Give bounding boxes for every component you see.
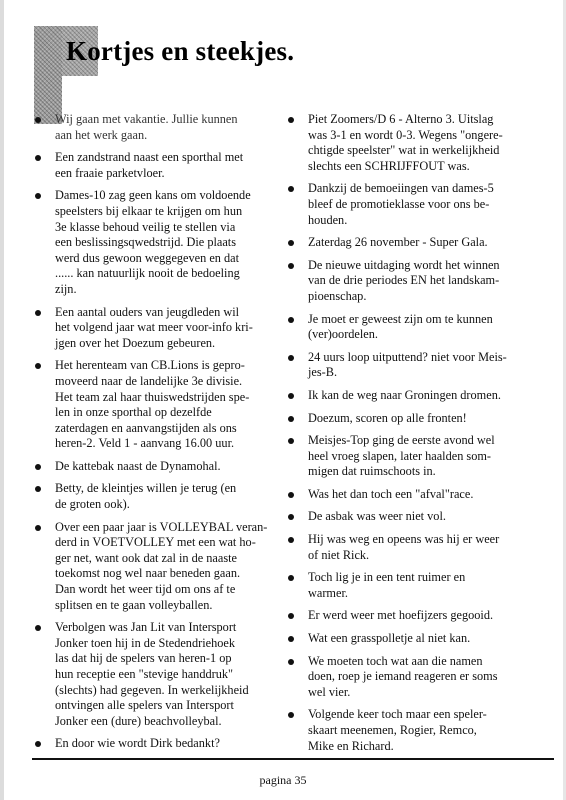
item-text: En door wie wordt Dirk bedankt? xyxy=(55,736,220,751)
item-text: We moeten toch wat aan die namen doen, roep je iemand reageren er soms wel vier. xyxy=(308,653,498,699)
item-text: De nieuwe uitdaging wordt het winnen van de drie periodes EN het landskam- pioenschap. xyxy=(308,257,500,303)
bullet-icon xyxy=(288,416,294,422)
bullet-icon xyxy=(288,240,294,246)
bullet-icon xyxy=(288,659,294,665)
list-item xyxy=(287,181,543,228)
left-column xyxy=(34,112,282,759)
item-text: Een zandstrand naast een sporthal met een fraaie parketvloer. xyxy=(55,150,244,180)
item-text: Over een paar jaar is VOLLEYBAL veran- derd in VOETVOLLEY met een wat ho- ger net, want ook dat zal in de naaste toekomst nog wel naar beneden gaan. Dan wordt het weer tijd om ons af te splitsen en te gaan volleyballen. xyxy=(55,519,268,612)
list-item xyxy=(34,188,282,297)
item-text: Hij was weg en opeens was hij er weer of niet Rick. xyxy=(308,532,500,562)
list-item xyxy=(287,608,543,624)
item-text: Dankzij de bemoeiingen van dames-5 bleef de promotieklasse voor ons be- houden. xyxy=(308,181,494,227)
list-item xyxy=(34,481,282,512)
bullet-icon xyxy=(288,514,294,520)
list-item xyxy=(287,532,543,563)
scan-edge-left xyxy=(0,0,4,800)
list-item xyxy=(287,235,543,251)
item-text: Betty, de kleintjes willen je terug (en de groten ook). xyxy=(55,481,237,512)
list-item xyxy=(287,350,543,381)
list-item xyxy=(287,433,543,480)
bullet-icon xyxy=(35,193,41,199)
bullet-icon xyxy=(288,575,294,581)
bullet-icon xyxy=(288,537,294,543)
list-item xyxy=(287,388,543,404)
item-text: Toch lig je in een tent ruimer en warmer. xyxy=(308,570,466,600)
list-item xyxy=(34,459,282,475)
bullet-icon xyxy=(35,741,41,747)
bullet-icon xyxy=(35,117,41,123)
list-item xyxy=(287,570,543,601)
list-item xyxy=(287,487,543,503)
list-item xyxy=(34,358,282,452)
bullet-icon xyxy=(288,712,294,718)
bullet-icon xyxy=(288,317,294,323)
list-item xyxy=(287,707,543,754)
footer-divider xyxy=(32,758,554,760)
bullet-icon xyxy=(35,155,41,161)
item-text: Was het dan toch een "afval"race. xyxy=(308,486,474,501)
item-text: Meisjes-Top ging de eerste avond wel heel vroeg slapen, later haalden som- migen dat ruimschoots in. xyxy=(308,433,495,479)
list-item xyxy=(287,654,543,701)
list-item xyxy=(34,520,282,614)
item-text: Volgende keer toch maar een speler- skaart meenemen, Rogier, Remco, Mike en Richard. xyxy=(308,707,487,753)
bullet-icon xyxy=(35,486,41,492)
bullet-icon xyxy=(288,117,294,123)
item-text: Dames-10 zag geen kans om voldoende speelsters bij elkaar te krijgen om hun 3e klasse behoud veilig te stellen via een beslissingsqwedstrijd. Die plaats werd dus gewoon weggegeven en dat ...... kan natuurlijk nooit de bedoeling zijn. xyxy=(55,188,251,296)
list-item xyxy=(287,258,543,305)
item-text: Wij gaan met vakantie. Jullie kunnen aan het werk gaan. xyxy=(55,112,238,142)
item-text: 24 uurs loop uitputtend? niet voor Meis- jes-B. xyxy=(308,349,507,380)
list-item xyxy=(34,305,282,352)
list-item xyxy=(287,112,543,174)
list-item xyxy=(34,620,282,729)
list-item xyxy=(287,411,543,427)
bullet-icon xyxy=(35,525,41,531)
bullet-icon xyxy=(288,186,294,192)
bullet-icon xyxy=(288,355,294,361)
list-item xyxy=(34,150,282,181)
bullet-icon xyxy=(35,625,41,631)
list-item xyxy=(34,736,282,752)
bullet-icon xyxy=(35,310,41,316)
item-text: Piet Zoomers/D 6 - Alterno 3. Uitslag was 3-1 en wordt 0-3. Wegens "ongere- chtigde speelster" wat in werkelijkheid slechts een SCHRIJFFOUT was. xyxy=(308,112,503,173)
item-text: Zaterdag 26 november - Super Gala. xyxy=(308,235,488,250)
item-text: Ik kan de weg naar Groningen dromen. xyxy=(308,387,501,402)
item-text: Wat een grasspolletje al niet kan. xyxy=(308,631,471,646)
list-item xyxy=(287,312,543,343)
page-number: pagina 35 xyxy=(259,773,307,787)
list-item xyxy=(34,112,282,143)
bullet-icon xyxy=(288,636,294,642)
bullet-icon xyxy=(35,464,41,470)
item-text: Verbolgen was Jan Lit van Intersport Jonker toen hij in de Stedendriehoek las dat hij de spelers van heren-1 op hun receptie een "stevige handdruk" (slechts) had gegeven. In werkelijkheid ontvingen alle spelers van Intersport Jonker een (dure) beachvolleybal. xyxy=(55,620,249,728)
page-title: Kortjes en steekjes. xyxy=(66,36,295,66)
bullet-icon xyxy=(288,492,294,498)
item-text: Doezum, scoren op alle fronten! xyxy=(308,410,467,425)
bullet-icon xyxy=(288,438,294,444)
right-column xyxy=(287,112,543,761)
bullet-icon xyxy=(35,363,41,369)
item-text: De kattebak naast de Dynamohal. xyxy=(55,458,221,473)
item-text: De asbak was weer niet vol. xyxy=(308,509,446,524)
bullet-icon xyxy=(288,613,294,619)
item-text: Je moet er geweest zijn om te kunnen (ver)oordelen. xyxy=(308,311,493,342)
bullet-icon xyxy=(288,393,294,399)
item-text: Er werd weer met hoefijzers gegooid. xyxy=(308,608,494,623)
item-text: Het herenteam van CB.Lions is gepro- moveerd naar de landelijke 3e divisie. Het team zal haar thuiswedstrijden spe- len in onze sporthal op dezelfde zaterdagen en aanvangstijden als ons heren-2. Veld 1 - aanvang 16.00 uur. xyxy=(55,358,250,451)
list-item xyxy=(287,509,543,525)
list-item xyxy=(287,631,543,647)
item-text: Een aantal ouders van jeugdleden wil het volgend jaar wat meer voor-info kri- jgen over het Doezum gebeuren. xyxy=(55,304,253,350)
bullet-icon xyxy=(288,263,294,269)
title-shaded-box xyxy=(34,26,62,124)
